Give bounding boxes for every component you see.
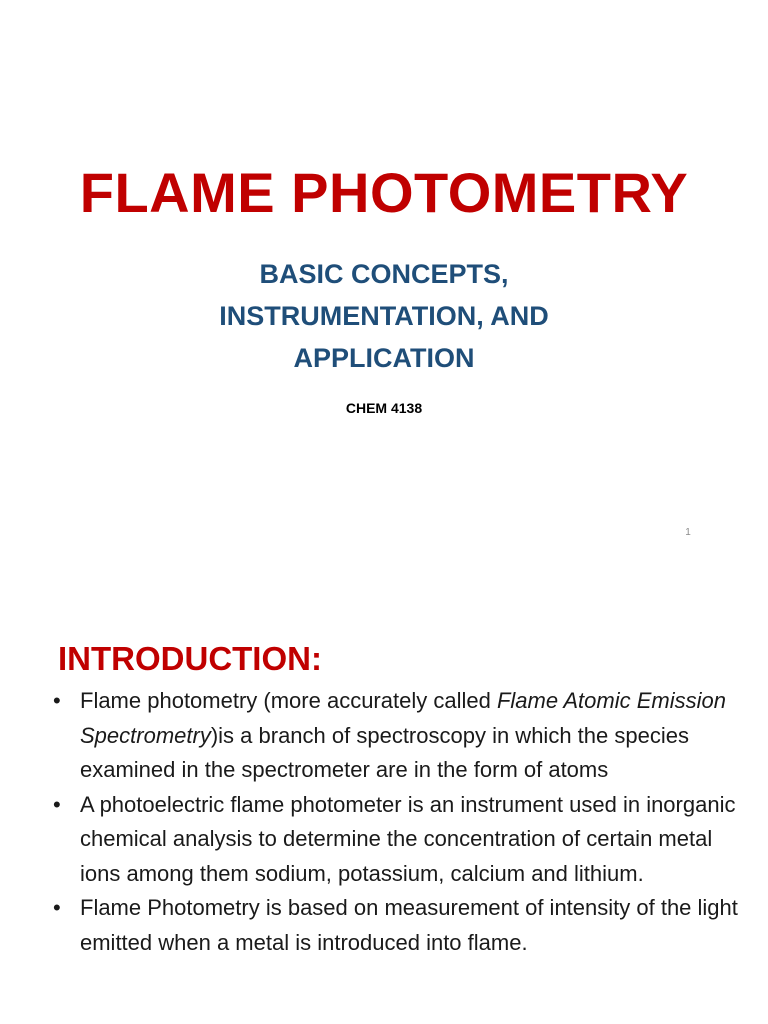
bullet-item bbox=[50, 684, 740, 788]
subtitle-line: INSTRUMENTATION, AND bbox=[219, 301, 549, 331]
bullet-item bbox=[50, 891, 740, 960]
bullet-italic-term: Flame Atomic Emission Spectrometry bbox=[80, 688, 726, 748]
bullet-list bbox=[50, 684, 740, 960]
slide-subtitle bbox=[100, 253, 668, 379]
bullet-marker-icon: • bbox=[53, 688, 61, 713]
bullet-text: A photoelectric flame photometer is an instrument used in inorganic chemical analysis to determine the concentration of certain metal ions among them sodium, potassium, calcium and lithium. bbox=[80, 791, 736, 886]
bullet-item bbox=[50, 788, 740, 892]
bullet-text: Flame photometry (more accurately called bbox=[80, 688, 497, 713]
introduction-slide bbox=[0, 590, 768, 1024]
bullet-text: )is a branch of spectroscopy in which the species examined in the spectrometer are in the form of atoms bbox=[80, 722, 689, 782]
bullet-text: Flame Photometry is based on measurement of intensity of the light emitted when a metal is introduced into flame. bbox=[80, 895, 738, 955]
section-heading: INTRODUCTION: bbox=[58, 640, 322, 677]
bullet-marker-icon: • bbox=[53, 895, 61, 920]
slide-title: FLAME PHOTOMETRY bbox=[79, 161, 689, 224]
course-code: CHEM 4138 bbox=[345, 400, 423, 416]
subtitle-line: APPLICATION bbox=[293, 343, 475, 373]
page-number: 1 bbox=[685, 527, 691, 538]
subtitle-line: BASIC CONCEPTS, bbox=[259, 259, 509, 289]
bullet-marker-icon: • bbox=[53, 791, 61, 817]
